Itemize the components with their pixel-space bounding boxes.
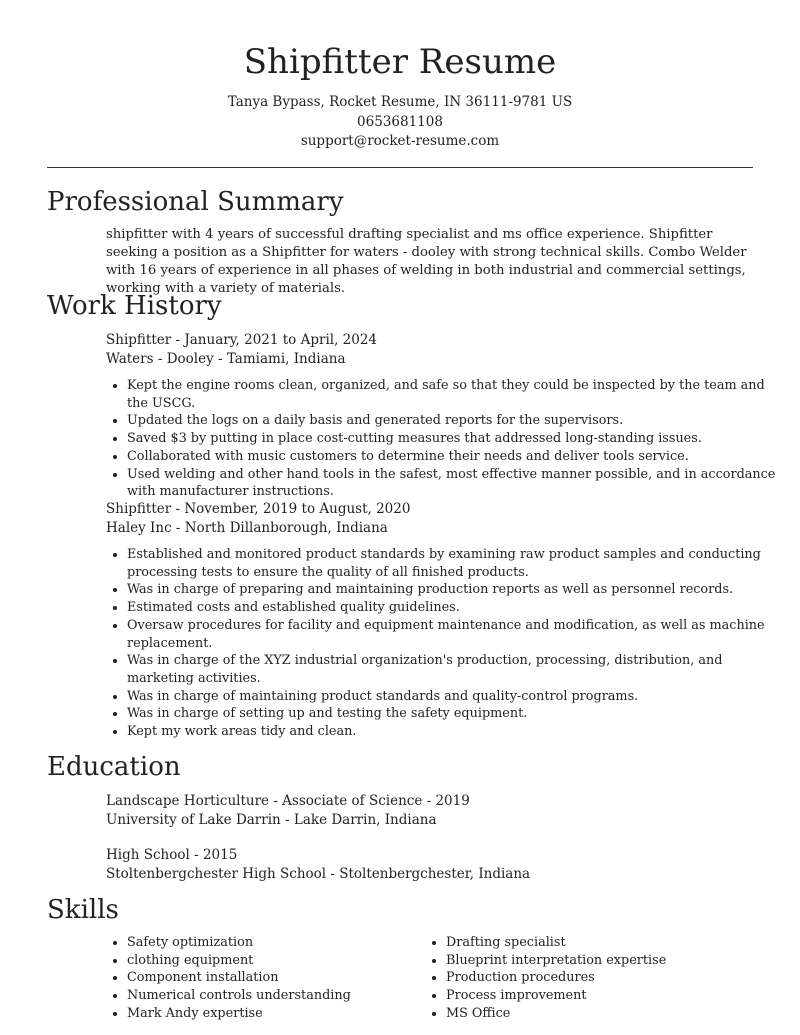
education-school-line: Stoltenbergchester High School - Stoltenbergchester, Indiana bbox=[106, 866, 531, 882]
job-bullet-list bbox=[106, 546, 782, 741]
job-bullet: • Saved $3 by putting in place cost-cutting measures that addressed long-standing issues. bbox=[127, 430, 782, 448]
skills-list-right bbox=[425, 934, 746, 1023]
skill-item: • Production procedures bbox=[446, 969, 746, 987]
job-header bbox=[106, 500, 758, 538]
job-company-line: Haley Inc - North Dillanborough, Indiana bbox=[106, 520, 388, 536]
job-bullet: • Oversaw procedures for facility and equipment maintenance and modification, as well as machine replacement. bbox=[127, 617, 782, 652]
skill-item: • Safety optimization bbox=[127, 934, 427, 952]
job-bullet: • Updated the logs on a daily basis and generated reports for the supervisors. bbox=[127, 412, 782, 430]
skill-item: • Mark Andy expertise bbox=[127, 1005, 427, 1023]
skills-list-left bbox=[106, 934, 427, 1023]
job-bullet: • Was in charge of setting up and testing the safety equipment. bbox=[127, 705, 782, 723]
job-bullet: • Was in charge of maintaining product standards and quality-control programs. bbox=[127, 688, 782, 706]
education-entry bbox=[106, 792, 758, 830]
job-bullet: • Kept the engine rooms clean, organized, and safe so that they could be inspected by the team and the USCG. bbox=[127, 377, 782, 412]
skill-item: • Component installation bbox=[127, 969, 427, 987]
summary-text: shipfitter with 4 years of successful drafting specialist and ms office experience. Shipfitter seeking a position as a Shipfitter for waters - dooley with strong technical skills. Combo Welder with 16 years of experience in all phases of welding in both industrial and commercial settings, working with a variety of materials. bbox=[106, 227, 747, 296]
resume-title: Shipfitter Resume bbox=[243, 42, 557, 82]
skill-item: • Drafting specialist bbox=[446, 934, 746, 952]
job-bullet: • Was in charge of the XYZ industrial organization's production, processing, distribution, and marketing activities. bbox=[127, 652, 782, 687]
education-degree-line: High School - 2015 bbox=[106, 847, 238, 863]
contact-address: Tanya Bypass, Rocket Resume, IN 36111-9781 US bbox=[227, 94, 573, 110]
skill-item: • Blueprint interpretation expertise bbox=[446, 952, 746, 970]
job-company-line: Waters - Dooley - Tamiami, Indiana bbox=[106, 351, 346, 367]
education-entry bbox=[106, 846, 758, 884]
contact-info bbox=[0, 93, 800, 152]
skill-item: • clothing equipment bbox=[127, 952, 427, 970]
job-role-line: Shipfitter - January, 2021 to April, 2024 bbox=[106, 332, 378, 348]
header-divider bbox=[47, 167, 753, 168]
job-bullet: • Used welding and other hand tools in the safest, most effective manner possible, and in accordance with manufacturer instructions. bbox=[127, 466, 782, 501]
work-history-heading: Work History bbox=[47, 291, 222, 321]
job-bullet: • Estimated costs and established quality guidelines. bbox=[127, 599, 782, 617]
education-heading: Education bbox=[47, 752, 181, 782]
skill-item: • Process improvement bbox=[446, 987, 746, 1005]
contact-phone: 0653681108 bbox=[357, 113, 443, 130]
job-bullet: • Kept my work areas tidy and clean. bbox=[127, 723, 782, 741]
job-bullet: • Established and monitored product standards by examining raw product samples and conducting processing tests to ensure the quality of all finished products. bbox=[127, 546, 782, 581]
job-header bbox=[106, 331, 758, 369]
job-bullet: • Collaborated with music customers to determine their needs and deliver tools service. bbox=[127, 448, 782, 466]
job-role-line: Shipfitter - November, 2019 to August, 2020 bbox=[106, 501, 411, 517]
job-bullet: • Was in charge of preparing and maintaining production reports as well as personnel records. bbox=[127, 581, 782, 599]
summary-heading: Professional Summary bbox=[47, 187, 344, 217]
job-bullet-list bbox=[106, 377, 782, 501]
contact-email: support@rocket-resume.com bbox=[300, 133, 500, 149]
skill-item: • MS Office bbox=[446, 1005, 746, 1023]
skills-heading: Skills bbox=[47, 895, 119, 925]
education-degree-line: Landscape Horticulture - Associate of Science - 2019 bbox=[106, 793, 470, 809]
skill-item: • Numerical controls understanding bbox=[127, 987, 427, 1005]
education-school-line: University of Lake Darrin - Lake Darrin, Indiana bbox=[106, 812, 437, 828]
